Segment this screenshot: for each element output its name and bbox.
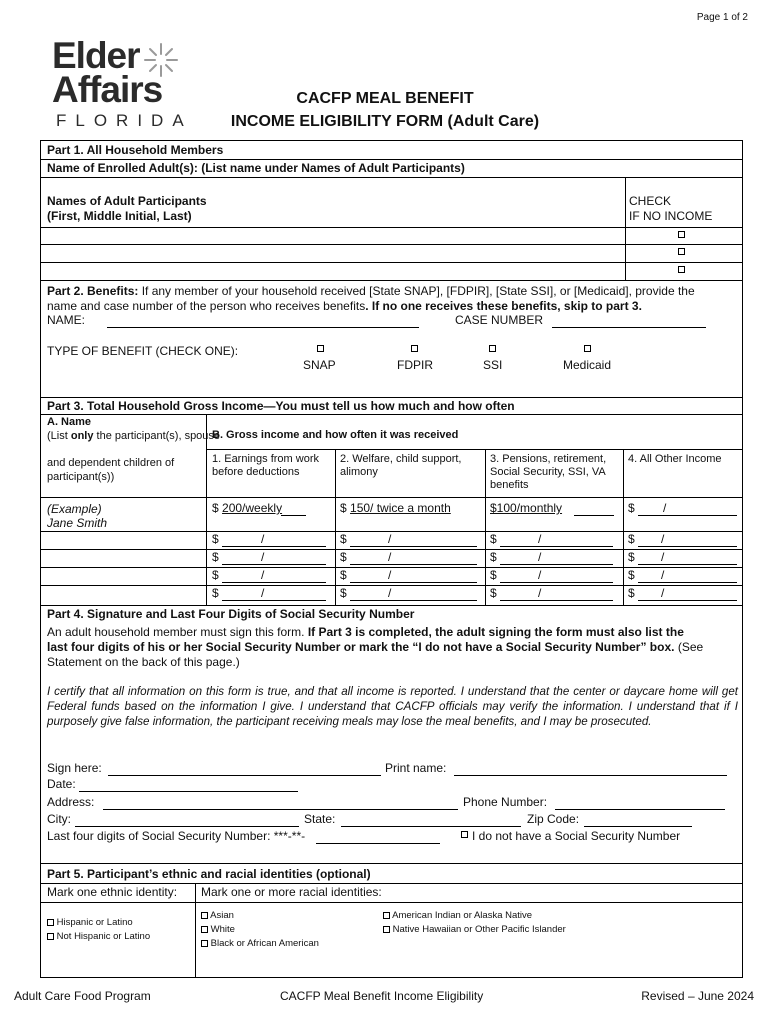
racial-option-white[interactable]: White [201, 923, 235, 936]
date-label: Date: [47, 777, 76, 791]
income-slash: / [661, 586, 665, 600]
income-slash: / [261, 532, 265, 546]
income-slash: / [538, 550, 542, 564]
not-hispanic-checkbox[interactable] [47, 933, 54, 940]
native-hawaiian-checkbox[interactable] [383, 926, 390, 933]
snap-checkbox[interactable] [317, 345, 324, 352]
part4-p2b: last four digits of his or her Social Security Number or mark the “I do not have a Social Security Number” box. [47, 640, 675, 654]
part4-p2c: (See [677, 640, 704, 654]
income-dollar-sign: $ [628, 532, 635, 546]
ethnic-label: Mark one ethnic identity: [47, 885, 178, 899]
sub-pensions: 3. Pensions, retirement, Social Security, SSI, VA benefits [490, 453, 607, 491]
example-pensions: $100/monthly [490, 501, 563, 515]
no-income-checkbox-2[interactable] [678, 248, 685, 255]
hispanic-checkbox[interactable] [47, 919, 54, 926]
income-dollar-sign: $ [212, 550, 219, 564]
income-dollar-sign: $ [340, 586, 347, 600]
ssn-label: Last four digits of Social Security Number: ***-**- [47, 829, 306, 843]
example-earnings: $ 200/weekly [212, 501, 283, 515]
fdpir-checkbox[interactable] [411, 345, 418, 352]
case-number-field[interactable] [552, 327, 706, 328]
part4-heading: Part 4. Signature and Last Four Digits of Social Security Number [47, 607, 415, 621]
american-indian-checkbox[interactable] [383, 912, 390, 919]
income-slash: / [538, 532, 542, 546]
income-entry-field[interactable] [500, 564, 613, 565]
footer-center: CACFP Meal Benefit Income Eligibility [280, 989, 484, 1003]
option-ssi: SSI [483, 358, 503, 372]
no-income-checkbox-3[interactable] [678, 266, 685, 273]
sub-other: 4. All Other Income [628, 453, 722, 465]
income-slash: / [388, 586, 392, 600]
racial-label: Mark one or more racial identities: [201, 885, 382, 899]
income-entry-field[interactable] [500, 600, 613, 601]
income-slash: / [261, 550, 265, 564]
part2-heading: Part 2. Benefits: [47, 284, 139, 298]
zip-label: Zip Code: [527, 812, 580, 826]
income-dollar-sign: $ [628, 586, 635, 600]
medicaid-checkbox[interactable] [584, 345, 591, 352]
income-slash: / [388, 550, 392, 564]
date-field[interactable] [79, 791, 298, 792]
income-entry-field[interactable] [638, 546, 737, 547]
no-ssn-checkbox[interactable] [461, 831, 468, 838]
example-label: (Example) [47, 502, 102, 516]
col-a-only: only [70, 430, 94, 442]
check-header-1: CHECK [629, 194, 672, 208]
footer-right: Revised – June 2024 [641, 989, 754, 1003]
col-a-text3: and dependent children of [47, 457, 175, 469]
ethnic-option-hispanic[interactable]: Hispanic or Latino [47, 916, 133, 929]
income-dollar-sign: $ [212, 532, 219, 546]
part4-p1b: If Part 3 is completed, the adult signing the form must also list the [307, 625, 684, 639]
col-a-text2: the participant(s), spouse [96, 430, 221, 442]
no-income-checkbox-1[interactable] [678, 231, 685, 238]
income-dollar-sign: $ [212, 568, 219, 582]
racial-option-black[interactable]: Black or African American [201, 937, 319, 950]
income-dollar-sign: $ [628, 568, 635, 582]
ssi-checkbox[interactable] [489, 345, 496, 352]
sunburst-logo-icon [141, 40, 181, 80]
state-field[interactable] [341, 826, 521, 827]
income-slash: / [261, 586, 265, 600]
form-title-line2: INCOME ELIGIBILITY FORM (Adult Care) [230, 113, 540, 130]
option-medicaid: Medicaid [563, 358, 612, 372]
example-welfare: $ 150/ twice a month [340, 501, 451, 515]
part2-text2a: name and case number of the person who receives benefits [47, 299, 366, 313]
case-number-label: CASE NUMBER [455, 313, 544, 327]
print-name-field[interactable] [454, 775, 727, 776]
name-field[interactable] [107, 327, 419, 328]
col-b-title: B. Gross income and how often it was received [212, 429, 459, 441]
signature-field[interactable] [108, 775, 381, 776]
income-entry-field[interactable] [350, 564, 477, 565]
income-entry-field[interactable] [222, 582, 326, 583]
asian-checkbox[interactable] [201, 912, 208, 919]
option-snap: SNAP [303, 358, 336, 372]
income-slash: / [261, 568, 265, 582]
income-dollar-sign: $ [490, 568, 497, 582]
address-label: Address: [47, 795, 95, 809]
logo-text-florida: FLORIDA [56, 111, 193, 130]
city-label: City: [47, 812, 71, 826]
col-a-text4: participant(s)) [47, 471, 115, 483]
sub-earnings: 1. Earnings from work before deductions [212, 453, 319, 478]
name-label: NAME: [47, 313, 86, 327]
income-dollar-sign: $ [490, 550, 497, 564]
income-entry-field[interactable] [638, 582, 737, 583]
racial-option-asian[interactable]: Asian [201, 909, 234, 922]
option-fdpir: FDPIR [397, 358, 433, 372]
page-number: Page 1 of 2 [696, 12, 748, 23]
income-slash: / [538, 568, 542, 582]
no-ssn-label: I do not have a Social Security Number [472, 829, 681, 843]
income-dollar-sign: $ [490, 532, 497, 546]
income-dollar-sign: $ [628, 550, 635, 564]
print-name-label: Print name: [385, 761, 447, 775]
income-entry-field[interactable] [638, 600, 737, 601]
part2-text2b: . If no one receives these benefits, skip to part 3. [365, 299, 642, 313]
income-slash: / [388, 568, 392, 582]
income-slash: / [388, 532, 392, 546]
check-header-2: IF NO INCOME [629, 209, 713, 223]
part4-p3: Statement on the back of this page.) [47, 655, 240, 669]
state-label: State: [304, 812, 336, 826]
income-dollar-sign: $ [340, 532, 347, 546]
example-name: Jane Smith [47, 516, 108, 530]
racial-option-american-indian[interactable]: American Indian or Alaska Native [383, 909, 532, 922]
income-slash: / [661, 532, 665, 546]
form-body: Part 1. All Household Members Name of Enrolled Adult(s): (List name under Names of Adult Participants) Names of Adult Participants (First, Middle Initial, Last) CHECK IF NO INCOME Part 2. Benefits: If any member of your household received [State SNAP], [FDPIR], [State SSI], or [Medicaid], provide the name and case number of the person who receives benefits. If no one receives these benefits, skip to part 3. NAME: CASE NUMBER TYPE OF BENEFIT (CHECK ONE): SNAP FDPIR SSI Medicaid Part 3. Total Household Gross Income—You must tell us how much and how often A. Name (List only the participant(s), spouse and dependent children of participant(s)) B. Gross income and how often it was received 1. Earnings from work before deductions 2. Welfare, child support, alimony 3. Pensions, retirement, Social Security, SSI, VA benefits 4. All Other Income (Example) Jane Smith $ 200/weekly $ 150/ twice a month $100/monthly $ / $ / $ / $ / $ / $ / $ / $ / $ / $ / $ / $ / $ / $ / $ / $ / $ / Part 4. Signature and Last Four Digits of Social Security Number An adult household member must sign this form. If Part 3 is completed, the adult signing the form must also list the last four digits of his or her Social Security Number or mark the “I do not have a Social Security Number” box. (See Statement on the back of this page.) I certify that all information on this form is true, and that all income is reported. I understand that the center or daycare home will get Federal funds based on the information I give. I understand that CACFP officials may verify the information. I understand that if I purposely give false information, the participant receiving meals may lose the meal benefits, and I may be prosecuted. Sign here: Print name: Date: Address: Phone Number: City: State: Zip Code: Last four digits of Social Security Number: ***-**- I do not have a Social Security Number Part 5. Participant’s ethnic and racial identities (optional) Mark one ethnic identity: Mark one or more racial identities: Hispanic or Latino Not Hispanic or Latino Asian White Black or African American American Indian or Alaska Native Native Hawaiian or Other Pacific Islander [40, 140, 743, 978]
col-a-title: A. Name [47, 416, 92, 428]
city-field[interactable] [75, 826, 299, 827]
logo-text-elder: Elder [52, 35, 140, 76]
sign-label: Sign here: [47, 761, 102, 775]
col-a-text1: (List [47, 430, 68, 442]
ethnic-option-not-hispanic[interactable]: Not Hispanic or Latino [47, 930, 150, 943]
address-field[interactable] [103, 809, 458, 810]
income-entry-field[interactable] [638, 564, 737, 565]
example-other: $ [628, 501, 635, 515]
income-dollar-sign: $ [212, 586, 219, 600]
zip-field[interactable] [584, 826, 692, 827]
benefit-type-label: TYPE OF BENEFIT (CHECK ONE): [47, 344, 239, 358]
phone-label: Phone Number: [463, 795, 548, 809]
income-entry-field[interactable] [500, 546, 613, 547]
income-slash: / [538, 586, 542, 600]
part4-p1a: An adult household member must sign this form. [47, 625, 305, 639]
white-checkbox[interactable] [201, 926, 208, 933]
form-title-line1: CACFP MEAL BENEFIT [296, 90, 474, 107]
footer-left: Adult Care Food Program [14, 989, 151, 1003]
income-entry-field[interactable] [500, 582, 613, 583]
income-entry-field[interactable] [222, 564, 326, 565]
ssn-field[interactable] [316, 843, 440, 844]
income-dollar-sign: $ [490, 586, 497, 600]
income-entry-field[interactable] [350, 582, 477, 583]
phone-field[interactable] [555, 809, 725, 810]
part1-heading: Part 1. All Household Members [47, 143, 224, 157]
income-slash: / [661, 550, 665, 564]
racial-option-native-hawaiian[interactable]: Native Hawaiian or Other Pacific Islander [383, 923, 566, 936]
income-dollar-sign: $ [340, 550, 347, 564]
income-dollar-sign: $ [340, 568, 347, 582]
income-entry-field[interactable] [350, 546, 477, 547]
income-entry-field[interactable] [222, 546, 326, 547]
part3-heading: Part 3. Total Household Gross Income—You must tell us how much and how often [47, 399, 515, 413]
income-entry-field[interactable] [350, 600, 477, 601]
part2-text1: If any member of your household received [State SNAP], [FDPIR], [State SSI], or [Medicaid], provide the [141, 284, 695, 298]
income-slash: / [661, 568, 665, 582]
certify-statement: I certify that all information on this form is true, and that all income is reported. I understand that the center or daycare home will get Federal funds based on the information I give. I understand that CACFP officials may verify the information. I understand that if I purposely give false information, the participant receiving meals may lose the meal benefits, and I may be prosecuted. [47, 685, 738, 728]
income-entry-field[interactable] [222, 600, 326, 601]
black-checkbox[interactable] [201, 940, 208, 947]
part5-heading: Part 5. Participant’s ethnic and racial identities (optional) [47, 867, 371, 881]
part1-enrolled-label: Name of Enrolled Adult(s): (List name under Names of Adult Participants) [47, 161, 465, 175]
logo-text-affairs: Affairs [52, 69, 163, 110]
names-header-2: (First, Middle Initial, Last) [47, 209, 192, 223]
names-header-1: Names of Adult Participants [47, 194, 207, 208]
sub-welfare: 2. Welfare, child support, alimony [340, 453, 462, 478]
